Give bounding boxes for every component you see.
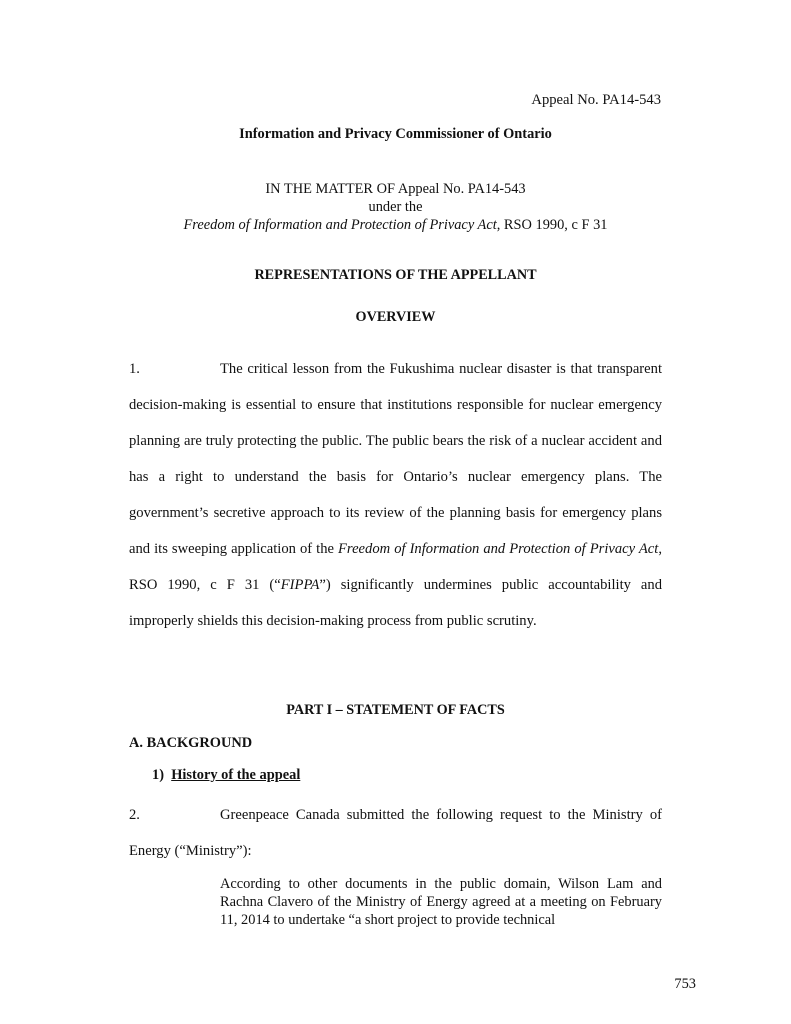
- paragraph-1-text-b: , RSO 1990, c F 31 (“: [129, 541, 662, 593]
- appeal-number: Appeal No. PA14-543: [531, 92, 661, 108]
- overview-heading: OVERVIEW: [355, 309, 436, 325]
- act-title: Freedom of Information and Protection of Privacy Act: [183, 217, 497, 233]
- paragraph-2-text: Greenpeace Canada submitted the following request to the Ministry of Energy (“Ministry”):: [129, 807, 662, 859]
- paragraph-1-number: 1.: [129, 361, 140, 377]
- paragraph-1-text-c: ”) significantly undermines public accountability and improperly shields this decision-making process from public scrutiny.: [129, 577, 663, 629]
- matter-line-3: [0, 216, 791, 234]
- paragraph-1: [129, 351, 662, 639]
- paragraph-2-number: 2.: [129, 807, 140, 823]
- page-number: 753: [674, 976, 696, 992]
- matter-block: [0, 180, 791, 234]
- paragraph-1-italic-act: Freedom of Information and Protection of Privacy Act: [338, 541, 659, 557]
- act-citation: , RSO 1990, c F 31: [496, 217, 608, 233]
- commissioner-title: Information and Privacy Commissioner of Ontario: [239, 126, 552, 142]
- matter-line-1: IN THE MATTER OF Appeal No. PA14-543: [265, 181, 526, 197]
- paragraph-2: [129, 797, 662, 869]
- matter-line-2: under the: [368, 199, 423, 215]
- subsection-1-heading: [152, 767, 300, 784]
- subsection-1-title: History of the appeal: [171, 767, 301, 783]
- part-1-heading: PART I – STATEMENT OF FACTS: [286, 702, 505, 718]
- block-quote: According to other documents in the public domain, Wilson Lam and Rachna Clavero of the Ministry of Energy agreed at a meeting on February 11, 2014 to undertake “a short project to provide technical: [220, 876, 662, 928]
- representations-heading: REPRESENTATIONS OF THE APPELLANT: [254, 267, 537, 283]
- paragraph-1-italic-fippa: FIPPA: [280, 577, 320, 593]
- paragraph-1-text-a: The critical lesson from the Fukushima nuclear disaster is that transparent decision-making is essential to ensure that institutions responsible for nuclear emergency planning are truly protecting the public. The public bears the risk of a nuclear accident and has a right to understand the basis for Ontario’s nuclear emergency plans. The government’s secretive approach to its review of the planning basis for emergency plans and its sweeping application of the: [129, 361, 662, 557]
- section-a-heading: A. BACKGROUND: [129, 735, 253, 751]
- subsection-1-number: 1): [152, 767, 164, 783]
